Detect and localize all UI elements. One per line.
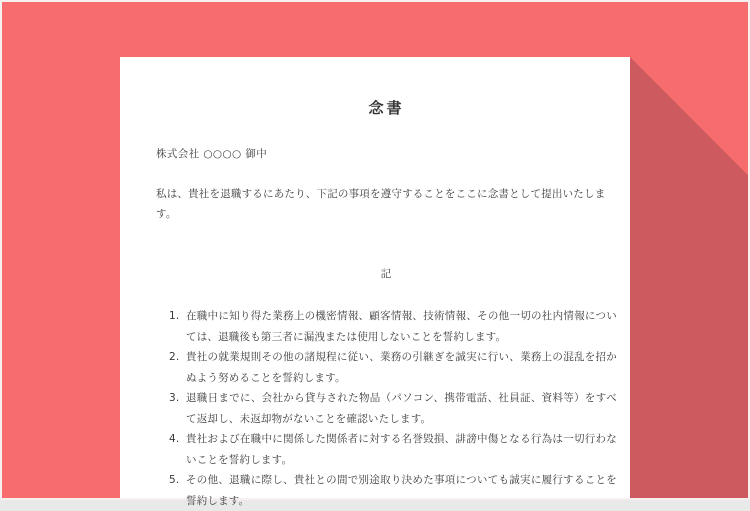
intro-paragraph: 私は、貴社を退職するにあたり、下記の事項を遵守することをここに念書として提出いたします。 xyxy=(156,188,606,220)
document-title: 念書 xyxy=(368,99,405,117)
pledge-item: 5. その他、退職に際し、貴社との間で別途取り決めた事項についても誠実に履行することを誓約します。 xyxy=(183,470,617,511)
ki-marker: 記 xyxy=(380,268,393,280)
pledge-item: 1. 在職中に知り得た業務上の機密情報、顧客情報、技術情報、その他一切の社内情報については、退職後も第三者に漏洩または使用しないことを誓約します。 xyxy=(183,306,617,347)
recipient-line: 株式会社 ○○○○ 御中 xyxy=(156,148,268,160)
paper-diagonal-shadow xyxy=(630,57,748,498)
pledge-item: 3. 退職日までに、会社から貸与された物品（パソコン、携帯電話、社員証、資料等）をすべて返却し、未返却物がないことを確認いたします。 xyxy=(183,388,617,429)
pledge-list xyxy=(156,306,617,511)
pledge-item: 4. 貴社および在職中に関係した関係者に対する名誉毀損、誹謗中傷となる行為は一切行わないことを誓約します。 xyxy=(183,429,617,470)
pledge-document-paper xyxy=(120,57,630,507)
pledge-item: 2. 貴社の就業規則その他の諸規程に従い、業務の引継ぎを誠実に行い、業務上の混乱を招かぬよう努めることを誓約します。 xyxy=(183,347,617,388)
